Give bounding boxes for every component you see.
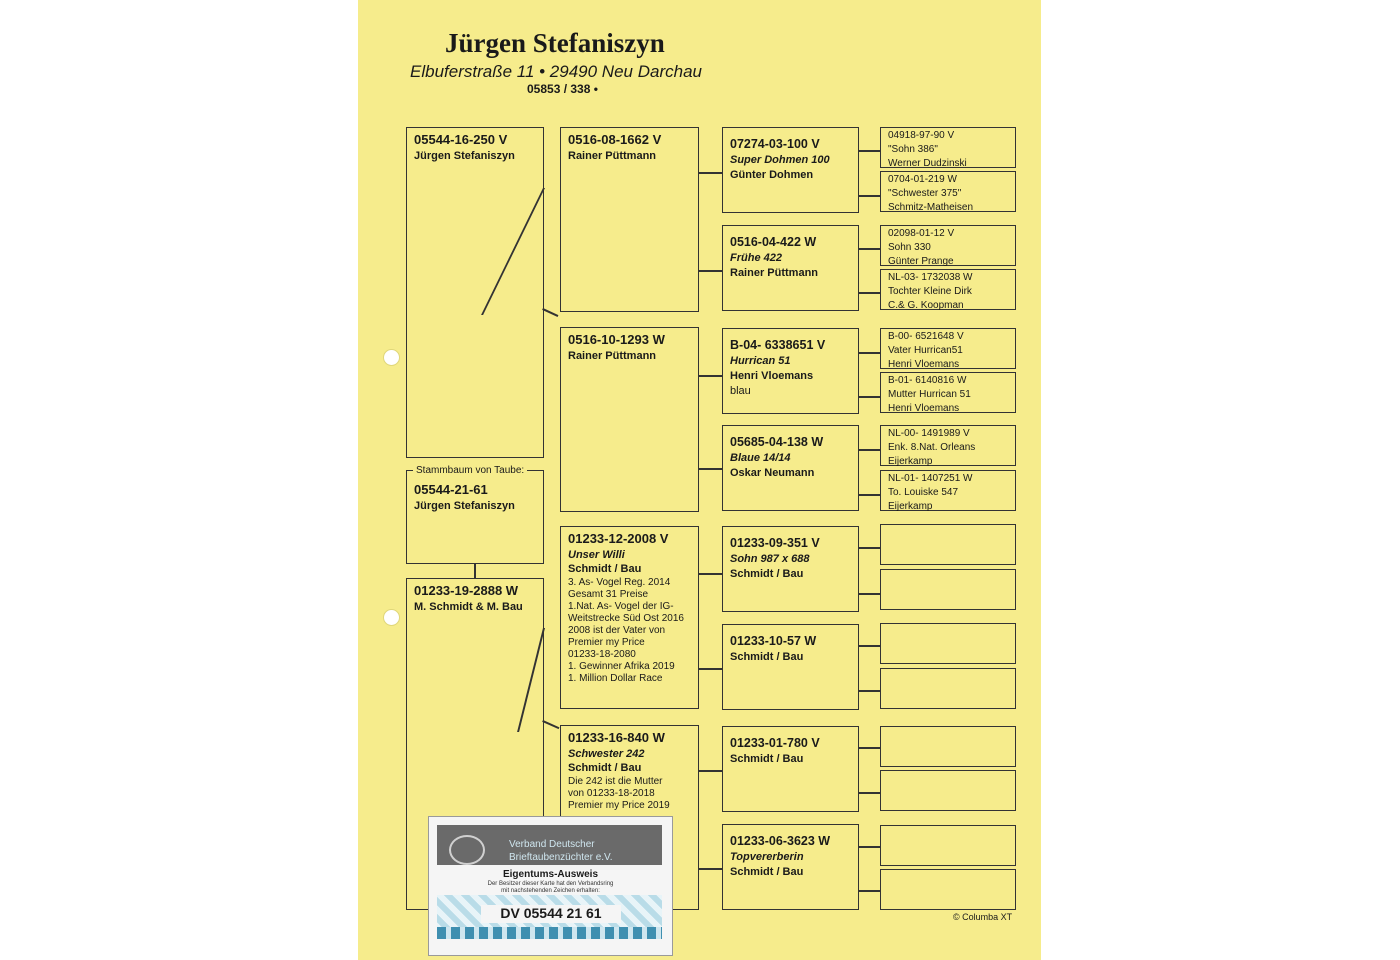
ownership-card [428, 816, 673, 956]
gen4-name: Tochter Kleine Dirk [888, 285, 972, 297]
gen3-owner: Schmidt / Bau [730, 865, 804, 878]
gen4-box-empty [880, 668, 1016, 709]
gen3-box [722, 225, 859, 311]
gen4-ring: 04918-97-90 V [888, 130, 955, 141]
gen4-owner: Günter Prange [888, 255, 954, 267]
connector-line [858, 449, 880, 451]
connector-line [858, 593, 880, 595]
gen4-box-empty [880, 726, 1016, 767]
gen3-owner: Schmidt / Bau [730, 650, 804, 663]
gen3-name: Super Dohmen 100 [730, 153, 830, 166]
mf-note: 1.Nat. As- Vogel der IG- [568, 601, 674, 613]
gen3-owner: Henri Vloemans [730, 369, 814, 382]
gen4-box-empty [880, 569, 1016, 610]
gen3-ring: 05685-04-138 W [730, 435, 824, 449]
breeder-address: Elbuferstraße 11 • 29490 Neu Darchau [410, 62, 702, 81]
connector-line [858, 645, 880, 647]
gen4-name: Vater Hurrican51 [888, 344, 963, 356]
gen4-ring: B-00- 6521648 V [888, 331, 964, 342]
gen4-ring: 02098-01-12 V [888, 228, 955, 239]
father-ring: 05544-16-250 V [414, 132, 508, 147]
connector-line [698, 573, 722, 575]
gen4-box-empty [880, 770, 1016, 811]
gen4-owner: Eijerkamp [888, 500, 933, 512]
mm-owner: Schmidt / Bau [568, 762, 642, 775]
gen3-ring: 01233-06-3623 W [730, 834, 831, 848]
gen4-name: Sohn 330 [888, 241, 931, 253]
mf-name: Unser Willi [568, 548, 625, 561]
gen4-box [880, 269, 1016, 310]
gen4-box [880, 425, 1016, 466]
connector-line [858, 792, 880, 794]
punch-hole [383, 349, 400, 366]
gen4-name: "Schwester 375" [888, 187, 962, 199]
gen4-ring: NL-03- 1732038 W [888, 272, 973, 283]
gen3-owner: Oskar Neumann [730, 466, 815, 479]
mother-ring: 01233-19-2888 W [414, 583, 519, 598]
connector-line [698, 172, 722, 174]
gen3-ring: 0516-04-422 W [730, 235, 817, 249]
gen4-box [880, 171, 1016, 212]
subject-ring: 05544-21-61 [414, 482, 488, 497]
gen3-ring: 07274-03-100 V [730, 137, 820, 151]
card-ring-number: DV 05544 21 61 [481, 905, 621, 923]
gen4-box-empty [880, 869, 1016, 910]
gen3-box [722, 824, 859, 910]
gen3-name: Frühe 422 [730, 251, 782, 264]
connector-line [858, 747, 880, 749]
gen3-ring: 01233-01-780 V [730, 736, 820, 750]
ff-ring: 0516-08-1662 V [568, 132, 662, 147]
gen3-box [722, 425, 859, 511]
gen4-box-empty [880, 623, 1016, 664]
mf-note: 1. Gewinner Afrika 2019 [568, 661, 675, 673]
breeder-phone: 05853 / 338 • [527, 82, 598, 96]
card-org [509, 839, 613, 864]
gen4-box-empty [880, 825, 1016, 866]
grandsire-maternal-box [560, 526, 699, 709]
copyright: © Columba XT [953, 912, 1013, 922]
connector-line [858, 248, 880, 250]
connector-line [698, 668, 722, 670]
gen4-box [880, 372, 1016, 413]
gen3-box [722, 127, 859, 213]
gen4-owner: Werner Dudzinski [888, 157, 967, 169]
gen4-box [880, 470, 1016, 511]
card-subtitle [449, 881, 652, 895]
gen3-name: Topvererberin [730, 850, 804, 863]
mf-note: 1. Million Dollar Race [568, 673, 663, 685]
mf-note: Premier my Price [568, 637, 645, 649]
card-band [437, 927, 662, 939]
fm-owner: Rainer Püttmann [568, 349, 657, 362]
connector-line [858, 195, 880, 197]
gen3-box [722, 328, 859, 414]
gen3-extra: blau [730, 384, 751, 397]
mf-note: 3. As- Vogel Reg. 2014 [568, 577, 671, 589]
connector-line [698, 270, 722, 272]
gen4-ring: NL-01- 1407251 W [888, 473, 973, 484]
gen3-owner: Schmidt / Bau [730, 567, 804, 580]
connector-line [858, 547, 880, 549]
connector-line [698, 868, 722, 870]
mm-note: Premier my Price 2019 [568, 800, 670, 812]
card-subtitle-line: mit nachstehenden Zeichen erhalten: [501, 888, 600, 895]
gen3-name: Sohn 987 x 688 [730, 552, 810, 565]
mf-ring: 01233-12-2008 V [568, 531, 669, 546]
mother-owner: M. Schmidt & M. Bau [414, 600, 523, 613]
connector-line [858, 690, 880, 692]
breeder-name: Jürgen Stefaniszyn [445, 28, 665, 58]
gen3-owner: Rainer Püttmann [730, 266, 819, 279]
gen3-box [722, 526, 859, 612]
gen4-box [880, 328, 1016, 369]
gen4-owner: Henri Vloemans [888, 402, 960, 414]
connector-line [474, 564, 476, 578]
pigeon-logo-icon [449, 835, 485, 865]
gen3-ring: 01233-09-351 V [730, 536, 820, 550]
subject-owner: Jürgen Stefaniszyn [414, 499, 515, 512]
connector-line [698, 770, 722, 772]
connector-line [858, 150, 880, 152]
gen4-owner: C.& G. Koopman [888, 299, 964, 311]
gen3-ring: B-04- 6338651 V [730, 338, 826, 352]
gen4-ring: NL-00- 1491989 V [888, 428, 970, 439]
card-subtitle-line: Der Besitzer dieser Karte hat den Verbandsring [487, 881, 614, 887]
mf-note: Gesamt 31 Preise [568, 589, 649, 601]
father-owner: Jürgen Stefaniszyn [414, 149, 515, 162]
punch-hole [383, 609, 400, 626]
granddam-paternal-box [560, 327, 699, 512]
gen4-ring: 0704-01-219 W [888, 174, 957, 185]
gen3-owner: Schmidt / Bau [730, 752, 804, 765]
mf-owner: Schmidt / Bau [568, 563, 642, 576]
gen4-box [880, 225, 1016, 266]
gen4-name: To. Louiske 547 [888, 486, 959, 498]
connector-line [858, 846, 880, 848]
gen3-ring: 01233-10-57 W [730, 634, 817, 648]
gen4-name: Mutter Hurrican 51 [888, 388, 971, 400]
connector-line [698, 468, 722, 470]
connector-line [858, 890, 880, 892]
connector-line [858, 292, 880, 294]
gen4-name: Enk. 8.Nat. Orleans [888, 441, 976, 453]
mm-note: von 01233-18-2018 [568, 788, 655, 800]
mm-note: Die 242 ist die Mutter [568, 776, 663, 788]
card-header [437, 825, 662, 865]
mf-note: 2008 ist der Vater von [568, 625, 666, 637]
gen4-owner: Henri Vloemans [888, 358, 960, 370]
connector-line [858, 396, 880, 398]
gen3-box [722, 624, 859, 710]
ff-owner: Rainer Püttmann [568, 149, 657, 162]
gen3-name: Blaue 14/14 [730, 451, 791, 464]
gen3-owner: Günter Dohmen [730, 168, 814, 181]
card-org-line: Brieftaubenzüchter e.V. [509, 851, 613, 863]
gen4-name: "Sohn 386" [888, 143, 938, 155]
card-title: Eigentums-Ausweis [502, 869, 599, 880]
gen4-owner: Eijerkamp [888, 455, 933, 467]
card-org-line: Verband Deutscher [509, 839, 595, 850]
gen4-box [880, 127, 1016, 168]
gen4-ring: B-01- 6140816 W [888, 375, 967, 386]
connector-line [858, 352, 880, 354]
gen4-owner: Schmitz-Matheisen [888, 201, 974, 213]
gen4-box-empty [880, 524, 1016, 565]
gen3-name: Hurrican 51 [730, 354, 791, 367]
connector-line [698, 375, 722, 377]
gen3-box [722, 726, 859, 812]
subject-box [406, 465, 544, 564]
fm-ring: 0516-10-1293 W [568, 332, 665, 347]
mf-note: Weitstrecke Süd Ost 2016 [568, 613, 684, 625]
subject-label: Stammbaum von Taube: [413, 464, 527, 478]
father-box [406, 127, 544, 458]
connector-line [858, 494, 880, 496]
grandsire-paternal-box [560, 127, 699, 312]
mf-note: 01233-18-2080 [568, 649, 636, 661]
mm-ring: 01233-16-840 W [568, 730, 665, 745]
mm-name: Schwester 242 [568, 747, 645, 760]
